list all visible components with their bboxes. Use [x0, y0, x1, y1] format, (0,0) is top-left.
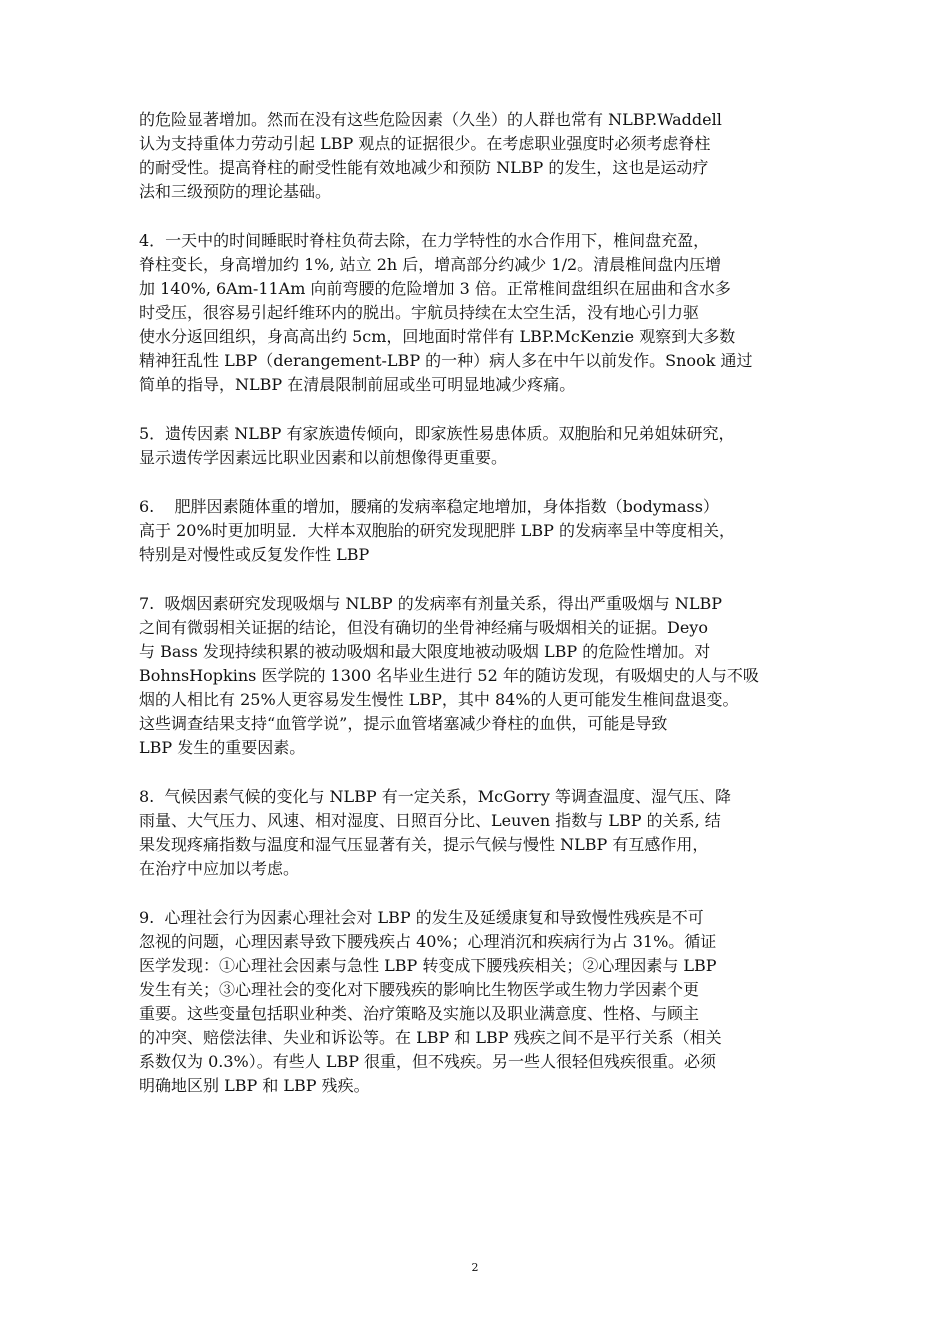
text-line: 加 140%, 6Am-11Am 向前弯腰的危险增加 3 倍。正常椎间盘组织在屈曲和含水多 — [139, 279, 731, 298]
text-line: 9. 心理社会行为因素心理社会对 LBP 的发生及延缓康复和导致慢性残疾是不可 — [139, 908, 704, 927]
page-body — [139, 108, 825, 1123]
page-number: 2 — [471, 1261, 479, 1274]
text-line: 忽视的问题，心理因素导致下腰残疾占 40%；心理消沉和疾病行为占 31%。循证 — [139, 932, 717, 951]
text-line: 的冲突、赔偿法律、失业和诉讼等。在 LBP 和 LBP 残疾之间不是平行关系（相关 — [139, 1028, 722, 1047]
text-line: 与 Bass 发现持续积累的被动吸烟和最大限度地被动吸烟 LBP 的危险性增加。对 — [139, 642, 711, 661]
text-line: 的耐受性。提高脊柱的耐受性能有效地减少和预防 NLBP 的发生，这也是运动疗 — [139, 158, 709, 177]
text-line: 认为支持重体力劳动引起 LBP 观点的证据很少。在考虑职业强度时必须考虑脊柱 — [139, 134, 711, 153]
text-line: 8. 气候因素气候的变化与 NLBP 有一定关系，McGorry 等调查温度、湿气压、降 — [139, 787, 731, 806]
text-line: 的危险显著增加。然而在没有这些危险因素（久坐）的人群也常有 NLBP.Waddell — [139, 110, 722, 129]
paragraph-psychosocial — [139, 906, 825, 1098]
text-line: 之间有微弱相关证据的结论，但没有确切的坐骨神经痛与吸烟相关的证据。Deyo — [139, 618, 708, 637]
text-line: 5．遗传因素 NLBP 有家族遗传倾向，即家族性易患体质。双胞胎和兄弟姐妹研究， — [139, 424, 735, 443]
text-line: BohnsHopkins 医学院的 1300 名毕业生进行 52 年的随访发现，有吸烟史的人与不吸 — [139, 666, 759, 685]
text-line: 医学发现：①心理社会因素与急性 LBP 转变成下腰残疾相关；②心理因素与 LBP — [139, 956, 717, 975]
paragraph-smoking — [139, 592, 825, 760]
text-line: 精神狂乱性 LBP（derangement-LBP 的一种）病人多在中午以前发作。Snook 通过 — [139, 351, 753, 370]
text-line: 发生有关；③心理社会的变化对下腰残疾的影响比生物医学或生物力学因素个更 — [139, 980, 700, 999]
text-line: 明确地区别 LBP 和 LBP 残疾。 — [139, 1076, 370, 1095]
text-line: 这些调查结果支持“血管学说”，提示血管堵塞减少脊柱的血供，可能是导致 — [139, 714, 668, 733]
text-line: LBP 发生的重要因素。 — [139, 738, 306, 757]
paragraph-obesity — [139, 495, 825, 567]
text-line: 雨量、大气压力、风速、相对湿度、日照百分比、Leuven 指数与 LBP 的关系, 结 — [139, 811, 721, 830]
text-line: 6. 肥胖因素随体重的增加，腰痛的发病率稳定地增加，身体指数（bodymass） — [139, 497, 719, 516]
text-line: 果发现疼痛指数与温度和湿气压显著有关，提示气候与慢性 NLBP 有互感作用， — [139, 835, 709, 854]
text-line: 简单的指导，NLBP 在清晨限制前屈或坐可明显地减少疼痛。 — [139, 375, 576, 394]
text-line: 重要。这些变量包括职业种类、治疗策略及实施以及职业满意度、性格、与顾主 — [139, 1004, 700, 1023]
text-line: 时受压，很容易引起纤维环内的脱出。宇航员持续在太空生活，没有地心引力驱 — [139, 303, 700, 322]
paragraph-occupational-load — [139, 108, 825, 204]
paragraph-climate — [139, 785, 825, 881]
text-line: 显示遗传学因素远比职业因素和以前想像得更重要。 — [139, 448, 508, 467]
text-line: 高于 20%时更加明显．大样本双胞胎的研究发现肥胖 LBP 的发病率呈中等度相关， — [139, 521, 735, 540]
text-line: 烟的人相比有 25%人更容易发生慢性 LBP，其中 84%的人更可能发生椎间盘退变。 — [139, 690, 739, 709]
text-line: 使水分返回组织，身高高出约 5cm，回地面时常伴有 LBP.McKenzie 观察到大多数 — [139, 327, 736, 346]
paragraph-time-of-day — [139, 229, 825, 397]
text-line: 特别是对慢性或反复发作性 LBP — [139, 545, 370, 564]
text-line: 系数仅为 0.3%）。有些人 LBP 很重，但不残疾。另一些人很轻但残疾很重。必须 — [139, 1052, 717, 1071]
text-line: 在治疗中应加以考虑。 — [139, 859, 300, 878]
text-line: 法和三级预防的理论基础。 — [139, 182, 332, 201]
text-line: 7. 吸烟因素研究发现吸烟与 NLBP 的发病率有剂量关系，得出严重吸烟与 NLBP — [139, 594, 722, 613]
text-line: 脊柱变长，身高增加约 1%, 站立 2h 后，增高部分约减少 1/2。清晨椎间盘内压增 — [139, 255, 722, 274]
text-line: 4．一天中的时间睡眠时脊柱负荷去除，在力学特性的水合作用下，椎间盘充盈， — [139, 231, 710, 250]
paragraph-genetics — [139, 422, 825, 470]
